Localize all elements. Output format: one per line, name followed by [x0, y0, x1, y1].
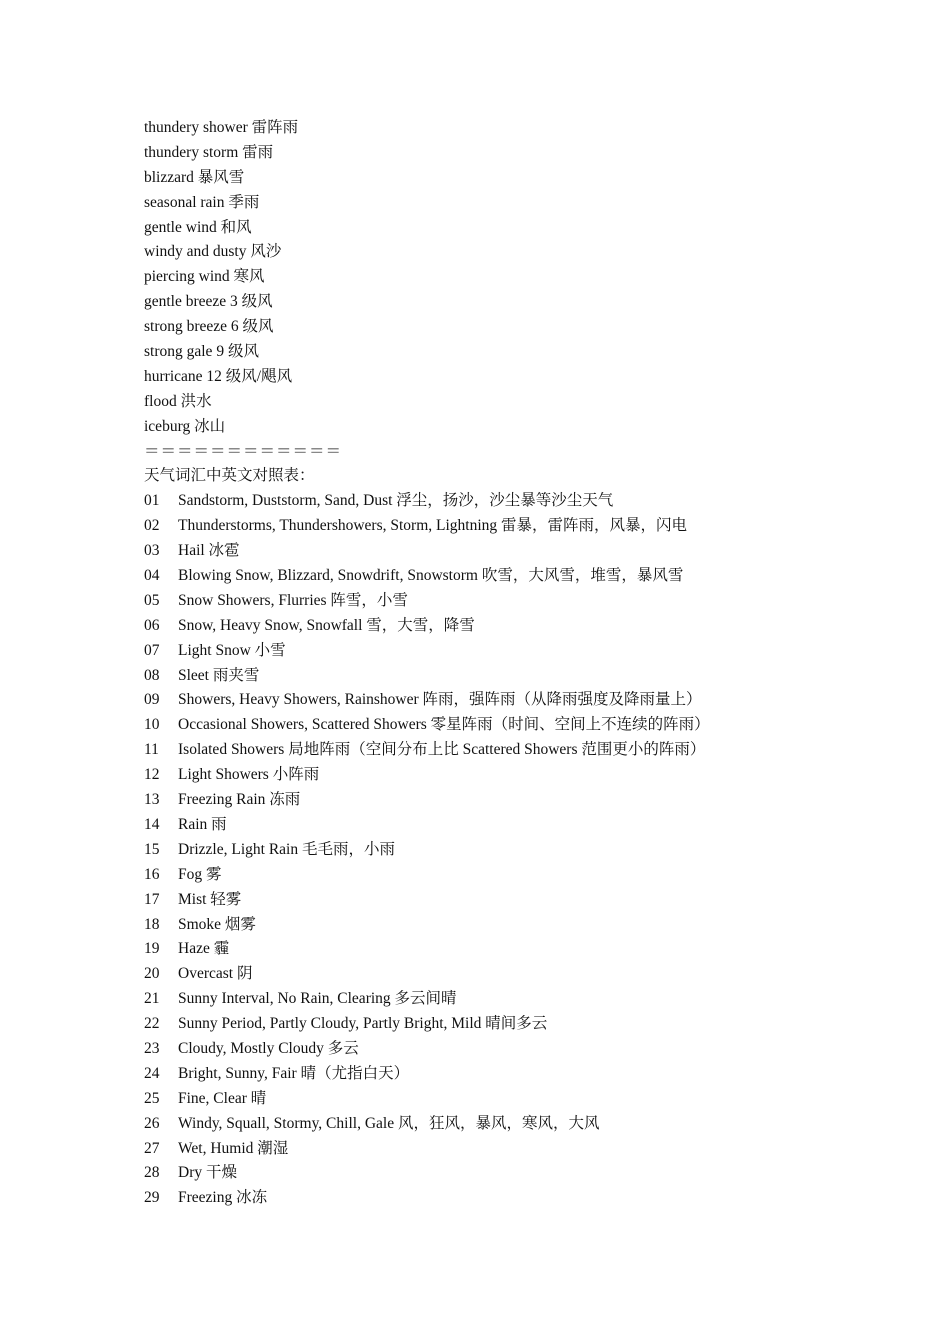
vocab-line: flood 洪水: [144, 392, 212, 410]
weather-term-row: [144, 838, 904, 863]
document-body: [144, 116, 904, 1211]
term-text: Blowing Snow, Blizzard, Snowdrift, Snowstorm 吹雪，大风雪，堆雪，暴风雪: [178, 567, 684, 585]
term-number: 24: [144, 1064, 160, 1082]
weather-term-row: [144, 1012, 904, 1037]
vocab-line: piercing wind 寒风: [144, 268, 265, 286]
term-text: Snow, Heavy Snow, Snowfall 雪，大雪，降雪: [178, 616, 475, 634]
weather-term-row: [144, 763, 904, 788]
term-number: 20: [144, 965, 160, 983]
term-text: Sunny Interval, No Rain, Clearing 多云间晴: [178, 990, 457, 1008]
term-text: Light Snow 小雪: [178, 641, 286, 659]
weather-term-row: [144, 937, 904, 962]
weather-term-row: [144, 1037, 904, 1062]
term-text: Smoke 烟雾: [178, 915, 256, 933]
term-text: Showers, Heavy Showers, Rainshower 阵雨，强阵雨（从降雨强度及降雨量上）: [178, 691, 702, 709]
weather-term-row: [144, 813, 904, 838]
term-number: 02: [144, 517, 160, 535]
vocab-line: strong breeze 6 级风: [144, 318, 274, 336]
term-number: 05: [144, 591, 160, 609]
term-text: Freezing Rain 冻雨: [178, 791, 301, 809]
term-number: 22: [144, 1015, 160, 1033]
term-number: 19: [144, 940, 160, 958]
weather-term-row: [144, 863, 904, 888]
separator-line: ＝＝＝＝＝＝＝＝＝＝＝＝: [144, 442, 343, 460]
term-number: 01: [144, 492, 160, 510]
term-text: Cloudy, Mostly Cloudy 多云: [178, 1039, 359, 1057]
weather-term-row: [144, 1186, 904, 1211]
vocab-line: seasonal rain 季雨: [144, 193, 260, 211]
term-text: Overcast 阴: [178, 965, 253, 983]
weather-term-row: [144, 539, 904, 564]
weather-term-row: [144, 489, 904, 514]
term-text: Haze 霾: [178, 940, 230, 958]
term-text: Rain 雨: [178, 815, 227, 833]
weather-term-row: [144, 564, 904, 589]
term-number: 25: [144, 1089, 160, 1107]
weather-term-row: [144, 1062, 904, 1087]
term-number: 28: [144, 1164, 160, 1182]
term-text: Sleet 雨夹雪: [178, 666, 260, 684]
term-number: 11: [144, 741, 159, 759]
table-heading: 天气词汇中英文对照表：: [144, 467, 315, 485]
term-number: 27: [144, 1139, 160, 1157]
weather-term-row: [144, 713, 904, 738]
weather-term-row: [144, 688, 904, 713]
term-number: 06: [144, 616, 160, 634]
weather-term-row: [144, 987, 904, 1012]
vocab-line: hurricane 12 级风/飓风: [144, 367, 293, 385]
weather-terms-list: [144, 489, 904, 1211]
vocab-line: gentle breeze 3 级风: [144, 293, 273, 311]
weather-term-row: [144, 614, 904, 639]
term-number: 07: [144, 641, 160, 659]
term-number: 16: [144, 865, 160, 883]
term-text: Wet, Humid 潮湿: [178, 1139, 289, 1157]
vocab-line: thundery storm 雷雨: [144, 143, 274, 161]
vocab-line: strong gale 9 级风: [144, 343, 259, 361]
term-number: 13: [144, 791, 160, 809]
term-number: 12: [144, 766, 160, 784]
term-text: Windy, Squall, Stormy, Chill, Gale 风，狂风，暴风，寒风，大风: [178, 1114, 600, 1132]
term-text: Dry 干燥: [178, 1164, 237, 1182]
weather-term-row: [144, 1112, 904, 1137]
vocab-line: gentle wind 和风: [144, 218, 252, 236]
term-text: Sandstorm, Duststorm, Sand, Dust 浮尘，扬沙，沙尘暴等沙尘天气: [178, 492, 614, 510]
term-number: 17: [144, 890, 160, 908]
weather-term-row: [144, 788, 904, 813]
term-text: Hail 冰雹: [178, 542, 240, 560]
term-number: 04: [144, 567, 160, 585]
term-number: 29: [144, 1189, 160, 1207]
vocab-line: thundery shower 雷阵雨: [144, 119, 299, 136]
vocab-line: iceburg 冰山: [144, 417, 226, 435]
term-number: 18: [144, 915, 160, 933]
term-text: Thunderstorms, Thundershowers, Storm, Lightning 雷暴，雷阵雨，风暴，闪电: [178, 517, 688, 535]
vocab-line: blizzard 暴风雪: [144, 168, 245, 186]
weather-term-row: [144, 1161, 904, 1186]
term-text: Occasional Showers, Scattered Showers 零星阵雨（时间、空间上不连续的阵雨）: [178, 716, 710, 734]
weather-term-row: [144, 1087, 904, 1112]
term-text: Freezing 冰冻: [178, 1189, 268, 1207]
term-number: 21: [144, 990, 160, 1008]
weather-term-row: [144, 664, 904, 689]
term-text: Fog 雾: [178, 865, 222, 883]
weather-term-row: [144, 514, 904, 539]
term-number: 03: [144, 542, 160, 560]
term-text: Fine, Clear 晴: [178, 1089, 267, 1107]
weather-term-row: [144, 1137, 904, 1162]
weather-term-row: [144, 913, 904, 938]
weather-term-row: [144, 639, 904, 664]
term-number: 10: [144, 716, 160, 734]
term-number: 08: [144, 666, 160, 684]
vocab-line: windy and dusty 风沙: [144, 243, 282, 261]
term-number: 09: [144, 691, 160, 709]
term-number: 23: [144, 1039, 160, 1057]
term-text: Light Showers 小阵雨: [178, 766, 320, 784]
term-text: Bright, Sunny, Fair 晴（尤指白天）: [178, 1064, 410, 1082]
term-text: Sunny Period, Partly Cloudy, Partly Bright, Mild 晴间多云: [178, 1015, 548, 1033]
term-text: Drizzle, Light Rain 毛毛雨，小雨: [178, 840, 395, 858]
term-text: Isolated Showers 局地阵雨（空间分布上比 Scattered Showers 范围更小的阵雨）: [178, 741, 706, 759]
term-number: 26: [144, 1114, 160, 1132]
term-text: Mist 轻雾: [178, 890, 242, 908]
term-text: Snow Showers, Flurries 阵雪，小雪: [178, 591, 408, 609]
weather-term-row: [144, 738, 904, 763]
weather-term-row: [144, 888, 904, 913]
term-number: 14: [144, 815, 160, 833]
weather-term-row: [144, 962, 904, 987]
term-number: 15: [144, 840, 160, 858]
weather-term-row: [144, 589, 904, 614]
